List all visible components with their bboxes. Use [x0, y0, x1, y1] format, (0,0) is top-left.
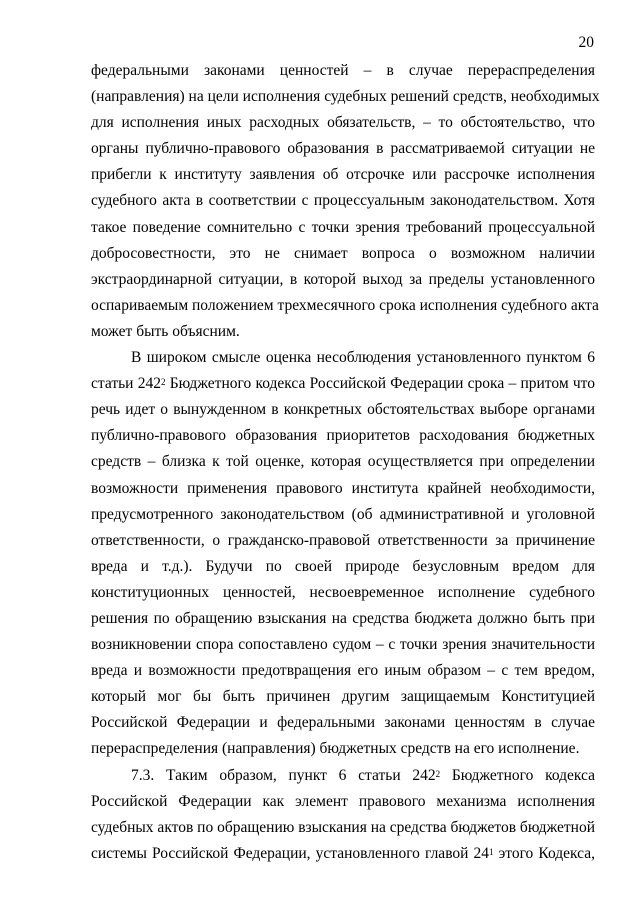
text-line: может быть объясним.	[91, 322, 240, 340]
text-line: вреда и т.д.). Будучи по своей природе безусловным вредом для	[91, 557, 595, 575]
text-line: судебных актов по обращению взыскания на средства бюджетов бюджетной	[91, 818, 595, 836]
text-line: возможности применения правового института крайней необходимости,	[91, 479, 595, 497]
text-line-with-superscript	[91, 841, 595, 867]
text-line: который мог бы быть причинен другим защищаемым Конституцией	[91, 688, 595, 706]
text-line: ответственности, о гражданско-правовой ответственности за причинение	[91, 531, 595, 549]
text-line: средств – близка к той оценке, которая осуществляется при определении	[91, 453, 595, 471]
page-number: 20	[578, 34, 594, 51]
text-line: добросовестности, это не снимает вопроса о возможном наличии	[91, 244, 595, 262]
text-line: предусмотренного законодательством (об административной и уголовной	[91, 505, 595, 523]
text-line: В широком смысле оценка несоблюдения установленного пунктом 6	[131, 349, 595, 367]
text-line: такое поведение сомнительно с точки зрения требований процессуальной	[91, 218, 595, 236]
paragraph-3	[91, 763, 595, 867]
line-prefix: статьи 242	[91, 375, 161, 393]
text-line: судебного акта в соответствии с процессуальным законодательством. Хотя	[91, 192, 595, 210]
text-line: прибегли к институту заявления об отсрочке или рассрочке исполнения	[91, 166, 595, 184]
text-line: речь идет о вынужденном в конкретных обстоятельствах выборе органами	[91, 401, 595, 419]
text-line: публично-правового образования приоритетов расходования бюджетных	[91, 427, 595, 445]
line-suffix: этого Кодекса,	[493, 844, 595, 862]
text-line: решения по обращению взыскания на средства бюджета должно быть при	[91, 609, 595, 627]
superscript: 1	[489, 846, 494, 857]
line-rest: Бюджетного кодекса Российской Федерации срока – притом что	[169, 375, 595, 393]
text-line-with-superscript	[91, 371, 595, 397]
text-line: конституционных ценностей, несвоевременное исполнение судебного	[91, 583, 595, 601]
line-prefix: 7.3. Таким образом, пункт 6 статьи 242	[131, 766, 436, 784]
text-line: перераспределения (направления) бюджетных средств на его исполнение.	[91, 740, 580, 758]
text-line: Российской Федерации и федеральными законами ценностям в случае	[91, 714, 595, 732]
superscript: 2	[435, 768, 441, 779]
text-line: возникновении спора сопоставлено судом – с точки зрения значительности	[91, 636, 595, 654]
text-line: Российской Федерации как элемент правового механизма исполнения	[91, 792, 595, 810]
text-line: для исполнения иных расходных обязательств, – то обстоятельство, что	[91, 114, 595, 132]
text-line: органы публично-правового образования в рассматриваемой ситуации не	[91, 140, 595, 158]
superscript: 2	[160, 377, 166, 388]
text-line: федеральными законами ценностей – в случае перераспределения	[91, 62, 595, 79]
paragraph-2	[91, 345, 595, 763]
line-suffix: Бюджетного кодекса	[440, 766, 595, 784]
text-line: экстраординарной ситуации, в которой выход за пределы установленного	[91, 270, 595, 288]
text-line: (направления) на цели исполнения судебных решений средств, необходимых	[91, 88, 600, 106]
text-line: вреда и возможности предотвращения его иным образом – с тем вредом,	[91, 662, 595, 680]
line-prefix: системы Российской Федерации, установленного главой 24	[91, 844, 490, 862]
paragraph-1	[91, 58, 600, 345]
text-line: оспариваемым положением трехмесячного срока исполнения судебного акта	[91, 296, 599, 314]
text-line-with-superscript	[91, 763, 595, 789]
